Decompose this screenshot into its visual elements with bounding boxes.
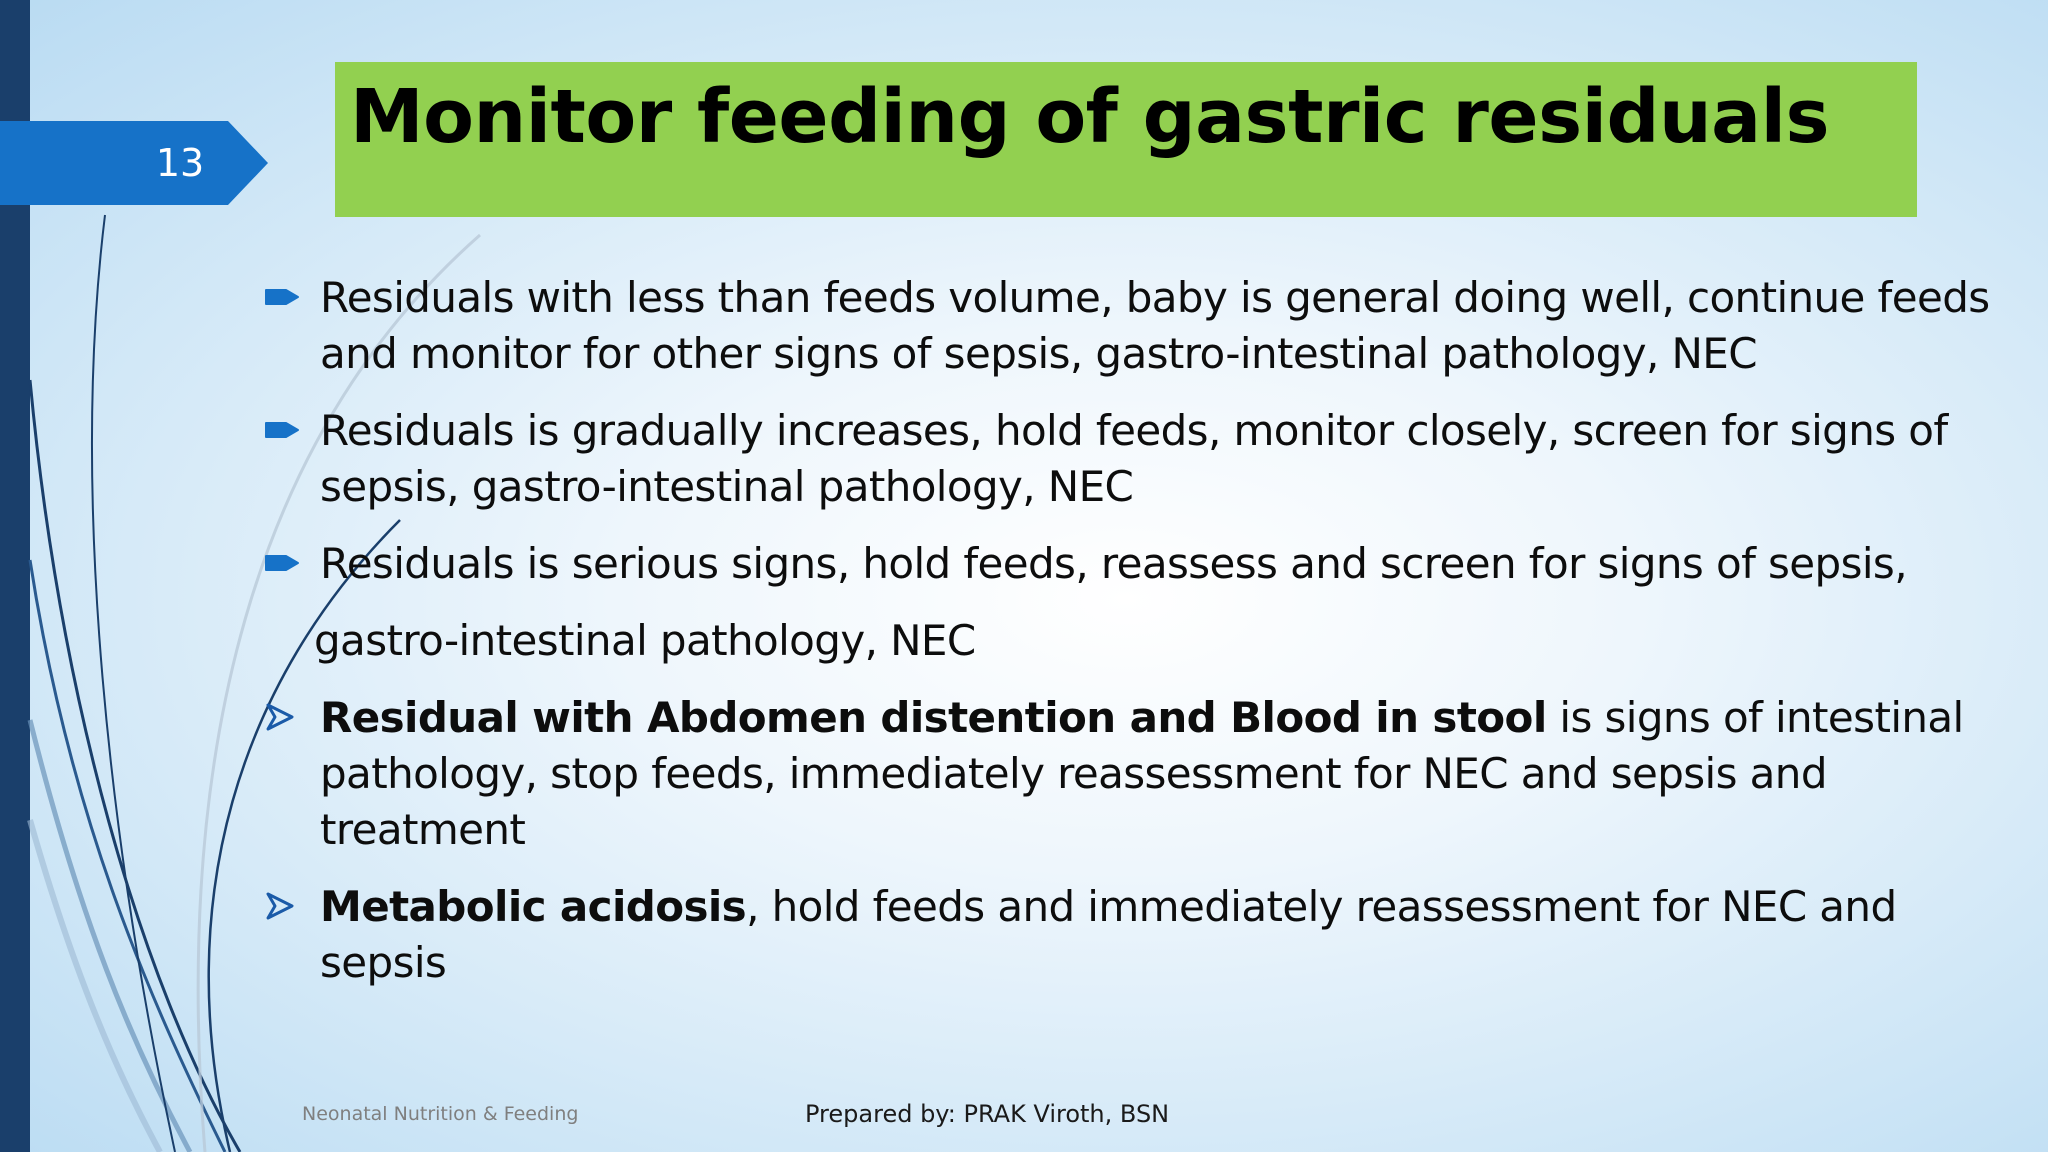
bullet-bold-text: Metabolic acidosis xyxy=(320,882,747,931)
slide-number: 13 xyxy=(155,141,205,185)
footer-author: Prepared by: PRAK Viroth, BSN xyxy=(805,1100,1170,1128)
bullet-text: Residuals is serious signs, hold feeds, reassess and screen for signs of sepsis, xyxy=(320,539,1907,588)
chevron-bullet-icon xyxy=(264,891,296,921)
list-item xyxy=(262,270,2022,382)
list-item xyxy=(262,690,2022,858)
footer-course-name: Neonatal Nutrition & Feeding xyxy=(302,1103,579,1125)
bullet-text: , hold feeds and immediately reassessment for NEC and sepsis xyxy=(320,882,1897,987)
bullet-continuation-text: gastro-intestinal pathology, NEC xyxy=(314,616,976,665)
blue-arrow-bullet-icon xyxy=(264,418,300,442)
bullet-list xyxy=(262,270,2022,991)
chevron-bullet-icon xyxy=(264,702,296,732)
list-item xyxy=(262,879,2022,991)
blue-arrow-bullet-icon xyxy=(264,285,300,309)
bullet-bold-text: Residual with Abdomen distention and Blood in stool xyxy=(320,693,1547,742)
bullet-text: Residuals is gradually increases, hold feeds, monitor closely, screen for signs of sepsis, gastro-intestinal pathology, NEC xyxy=(320,406,1948,511)
list-item xyxy=(262,403,2022,515)
bullet-text: Residuals with less than feeds volume, baby is general doing well, continue feeds and monitor for other signs of sepsis, gastro-intestinal pathology, NEC xyxy=(320,273,1990,378)
blue-arrow-bullet-icon xyxy=(264,551,300,575)
bullet-text: is signs of intestinal pathology, stop feeds, immediately reassessment for NEC and sepsis and treatment xyxy=(320,693,1964,854)
title-banner xyxy=(335,62,1917,217)
list-item xyxy=(262,536,2022,669)
slide-title: Monitor feeding of gastric residuals xyxy=(350,74,1830,160)
